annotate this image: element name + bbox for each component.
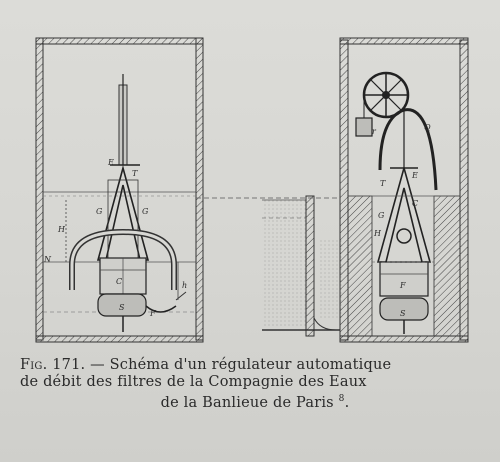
right-label-G: G [378, 211, 385, 220]
left-tank-top [36, 38, 203, 44]
right-label-F: F [400, 281, 406, 290]
caption-line-2: de débit des filtres de la Compagnie des Eaux [20, 374, 367, 390]
figure-caption [20, 357, 490, 412]
left-label-E: E [108, 158, 114, 167]
left-label-h: h [182, 281, 188, 290]
right-tower-wall-right [460, 40, 468, 340]
left-label-G1: G [96, 207, 103, 216]
left-label-F: F [150, 309, 156, 318]
right-label-E: E [412, 171, 418, 180]
caption-line-1-text: — Schéma d'un régulateur automatique [90, 357, 392, 373]
figure-number: Fig. 171. [20, 357, 86, 373]
right-float [380, 262, 428, 296]
left-tank-wall-right [196, 38, 203, 340]
caption-line-3-text: de la Banlieue de Paris [160, 394, 334, 411]
right-inner-wall-right [434, 196, 460, 336]
right-bent-rod [380, 110, 436, 190]
left-label-N: N [44, 255, 51, 264]
caption-line-3 [20, 391, 490, 412]
left-tank-floor [36, 336, 203, 342]
right-label-T: T [380, 179, 386, 188]
right-tank-diagram [262, 38, 468, 342]
left-label-G2: G [142, 207, 149, 216]
left-label-H: H [58, 225, 65, 234]
right-a-frame [378, 168, 430, 262]
footnote-marker: 8 [338, 394, 345, 404]
right-inner-wall-left [348, 196, 372, 336]
caption-line-1 [20, 357, 490, 374]
left-a-frame [98, 168, 148, 260]
right-label-r: r [372, 127, 376, 136]
right-counterweight [356, 118, 372, 136]
right-label-C: C [412, 199, 419, 208]
right-label-Q: Q [424, 123, 431, 132]
right-basin-wall [306, 196, 314, 336]
right-tower-wall-left [340, 40, 348, 340]
right-label-H: H [374, 229, 381, 238]
left-label-T: T [132, 169, 138, 178]
left-label-C: C [116, 277, 123, 286]
left-label-S: S [119, 303, 125, 312]
right-label-S: S [400, 309, 406, 318]
caption-line-3-end: . [344, 394, 350, 411]
left-tank-diagram [36, 38, 203, 342]
left-tank-wall-left [36, 38, 43, 340]
